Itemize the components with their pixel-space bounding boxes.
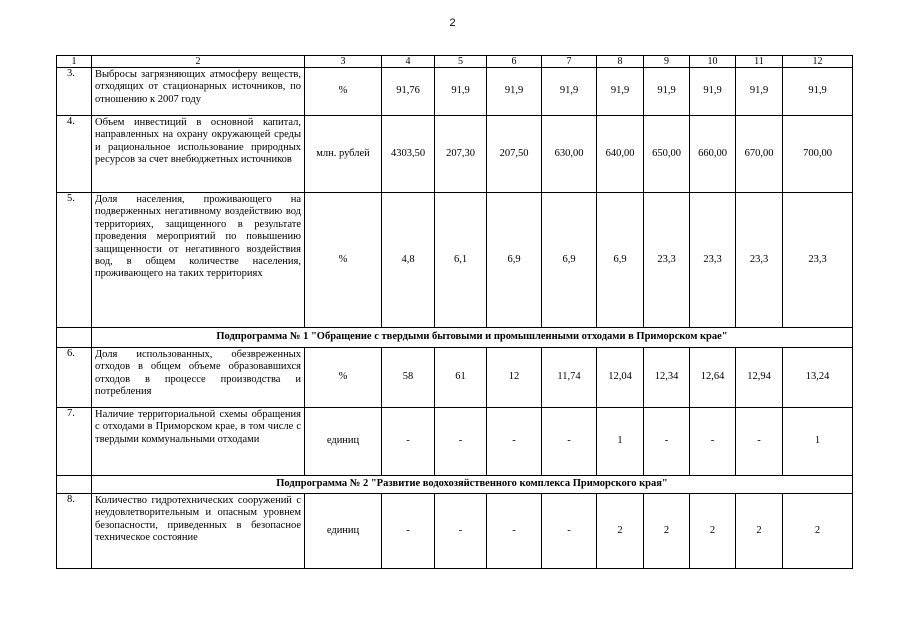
- empty-cell: [57, 328, 92, 348]
- value-cell: 660,00: [690, 116, 736, 193]
- value-cell: 207,30: [435, 116, 487, 193]
- value-cell: 670,00: [736, 116, 783, 193]
- value-cell: 2: [690, 494, 736, 569]
- column-header: 2: [92, 56, 305, 68]
- column-header: 9: [644, 56, 690, 68]
- value-cell: 2: [736, 494, 783, 569]
- table-row: [57, 68, 853, 116]
- column-header: 6: [487, 56, 542, 68]
- value-cell: 4303,50: [382, 116, 435, 193]
- empty-cell: [57, 476, 92, 494]
- value-cell: 207,50: [487, 116, 542, 193]
- value-cell: -: [382, 408, 435, 476]
- subprogram-row: [57, 328, 853, 348]
- table-row: [57, 494, 853, 569]
- value-cell: 91,9: [644, 68, 690, 116]
- value-cell: 1: [783, 408, 853, 476]
- value-cell: 91,9: [597, 68, 644, 116]
- value-cell: -: [435, 494, 487, 569]
- value-cell: -: [644, 408, 690, 476]
- value-cell: -: [690, 408, 736, 476]
- column-header: 5: [435, 56, 487, 68]
- value-cell: 12: [487, 348, 542, 408]
- column-header: 7: [542, 56, 597, 68]
- value-cell: 640,00: [597, 116, 644, 193]
- value-cell: -: [382, 494, 435, 569]
- table-row: [57, 193, 853, 328]
- unit-cell: %: [305, 68, 382, 116]
- unit-cell: млн. рублей: [305, 116, 382, 193]
- column-header: 4: [382, 56, 435, 68]
- value-cell: 23,3: [690, 193, 736, 328]
- row-number: 7.: [57, 408, 92, 476]
- value-cell: 23,3: [644, 193, 690, 328]
- value-cell: -: [736, 408, 783, 476]
- value-cell: 91,9: [736, 68, 783, 116]
- indicator-description: Наличие территориальной схемы обращения с отходами в Приморском крае, в том числе с твердыми коммунальными отходами: [92, 408, 305, 476]
- table-row: [57, 408, 853, 476]
- value-cell: 91,9: [690, 68, 736, 116]
- value-cell: 6,9: [597, 193, 644, 328]
- indicators-table: [56, 55, 853, 569]
- indicator-description: Доля населения, проживающего на подверженных негативному воздействию вод территориях, защищенного в результате проведения мероприятий по повышению защищенности от негативного воздействия вод, в общем количестве населения, проживающего на таких территориях: [92, 193, 305, 328]
- value-cell: 91,9: [783, 68, 853, 116]
- value-cell: 23,3: [736, 193, 783, 328]
- value-cell: 91,76: [382, 68, 435, 116]
- indicator-description: Количество гидротехнических сооружений с неудовлетворительным и опасным уровнем безопасности, приведенных в безопасное техническое состояние: [92, 494, 305, 569]
- value-cell: 630,00: [542, 116, 597, 193]
- value-cell: 23,3: [783, 193, 853, 328]
- value-cell: 11,74: [542, 348, 597, 408]
- table-row: [57, 116, 853, 193]
- value-cell: 700,00: [783, 116, 853, 193]
- unit-cell: единиц: [305, 408, 382, 476]
- value-cell: 2: [644, 494, 690, 569]
- subprogram-row: [57, 476, 853, 494]
- indicator-description: Доля использованных, обезвреженных отходов в общем объеме образовавшихся отходов в процессе производства и потребления: [92, 348, 305, 408]
- unit-cell: %: [305, 193, 382, 328]
- subprogram-title: Подпрограмма № 2 "Развитие водохозяйственного комплекса Приморского края": [92, 476, 853, 494]
- value-cell: -: [542, 408, 597, 476]
- row-number: 8.: [57, 494, 92, 569]
- column-header: 10: [690, 56, 736, 68]
- column-header: 1: [57, 56, 92, 68]
- indicator-description: Объем инвестиций в основной капитал, направленных на охрану окружающей среды и рациональное использование природных ресурсов за счет внебюджетных источников: [92, 116, 305, 193]
- value-cell: 6,9: [542, 193, 597, 328]
- value-cell: 12,34: [644, 348, 690, 408]
- value-cell: 4,8: [382, 193, 435, 328]
- unit-cell: %: [305, 348, 382, 408]
- value-cell: 91,9: [487, 68, 542, 116]
- header-row: [57, 56, 853, 68]
- value-cell: 12,04: [597, 348, 644, 408]
- value-cell: 2: [783, 494, 853, 569]
- value-cell: -: [435, 408, 487, 476]
- value-cell: 6,9: [487, 193, 542, 328]
- column-header: 3: [305, 56, 382, 68]
- page-number: 2: [449, 17, 456, 29]
- value-cell: 58: [382, 348, 435, 408]
- column-header: 12: [783, 56, 853, 68]
- value-cell: 2: [597, 494, 644, 569]
- row-number: 4.: [57, 116, 92, 193]
- column-header: 11: [736, 56, 783, 68]
- row-number: 5.: [57, 193, 92, 328]
- subprogram-title: Подпрограмма № 1 "Обращение с твердыми бытовыми и промышленными отходами в Приморском крае": [92, 328, 853, 348]
- value-cell: 13,24: [783, 348, 853, 408]
- indicator-description: Выбросы загрязняющих атмосферу веществ, отходящих от стационарных источников, по отношению к 2007 году: [92, 68, 305, 116]
- column-header: 8: [597, 56, 644, 68]
- value-cell: 12,64: [690, 348, 736, 408]
- value-cell: -: [487, 494, 542, 569]
- value-cell: 650,00: [644, 116, 690, 193]
- unit-cell: единиц: [305, 494, 382, 569]
- value-cell: 61: [435, 348, 487, 408]
- value-cell: 12,94: [736, 348, 783, 408]
- value-cell: -: [542, 494, 597, 569]
- row-number: 3.: [57, 68, 92, 116]
- value-cell: 91,9: [542, 68, 597, 116]
- value-cell: 1: [597, 408, 644, 476]
- table-row: [57, 348, 853, 408]
- value-cell: 91,9: [435, 68, 487, 116]
- row-number: 6.: [57, 348, 92, 408]
- value-cell: 6,1: [435, 193, 487, 328]
- value-cell: -: [487, 408, 542, 476]
